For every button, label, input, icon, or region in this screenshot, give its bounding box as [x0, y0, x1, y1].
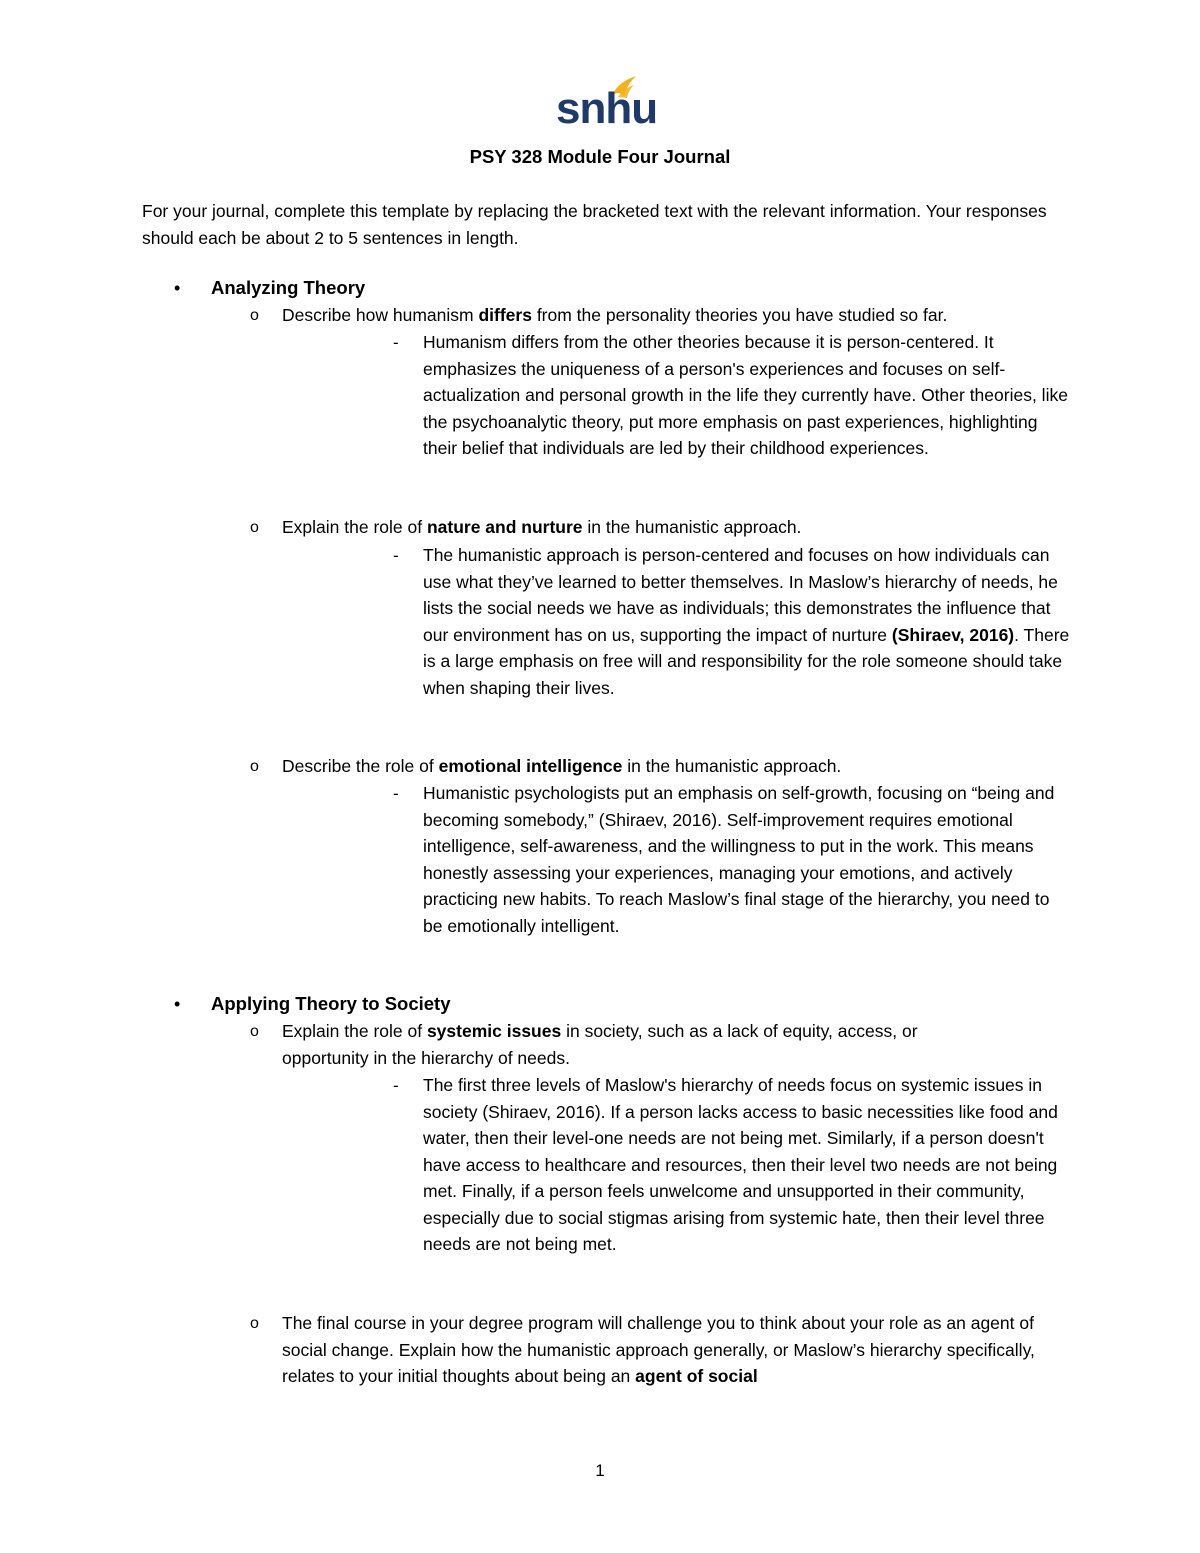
snhu-logo — [556, 74, 658, 134]
sub-bullet-marker: o — [250, 307, 259, 324]
question-agent-of-change — [282, 1310, 1067, 1390]
question-text: in society, such as a lack of equity, access, or opportunity in the hierarchy of needs. — [282, 1021, 918, 1068]
question-text: Explain the role of — [282, 1021, 427, 1041]
question-text: from the personality theories you have studied so far. — [531, 305, 948, 325]
page-number: 1 — [595, 1461, 605, 1480]
answer-emotional-intelligence: Humanistic psychologists put an emphasis on self-growth, focusing on “being and becoming somebody,” (Shiraev, 2016). Self-improvement requires emotional intelligence, self-awareness, and the willingness to put in the work. This means honestly assessing your experiences, managing your emotions, and actively practicing new habits. To reach Maslow’s final stage of the hierarchy, you need to be emotionally intelligent. — [423, 783, 1055, 936]
question-systemic-issues — [282, 1018, 1002, 1071]
answer-humanism-differs: Humanism differs from the other theories because it is person-centered. It emphasizes the uniqueness of a person's experiences and focuses on self-actualization and personal growth in the life they currently have. Other theories, like the psychoanalytic theory, put more emphasis on past experiences, highlighting their belief that individuals are led by their childhood experiences. — [423, 332, 1068, 458]
answer-text: . There is a large emphasis on free will and responsibility for the role someone should take when shaping their lives. — [423, 624, 1070, 698]
answer-systemic-issues: The first three levels of Maslow's hierarchy of needs focus on systemic issues in society (Shiraev, 2016). If a person lacks access to basic necessities like food and water, then their level-one needs are not being met. Similarly, if a person doesn't have access to healthcare and resources, then their level two needs are not being met. Finally, if a person feels unwelcome and unsupported in their community, especially due to social stigmas arising from systemic hate, then their level three needs are not being met. — [423, 1075, 1058, 1254]
sub-bullet-marker: o — [250, 519, 259, 536]
section-heading-analyzing: Analyzing Theory — [211, 277, 366, 298]
page-title: PSY 328 Module Four Journal — [469, 146, 731, 167]
question-keyword: nature and nurture — [426, 517, 583, 537]
bullet-marker: • — [174, 278, 181, 298]
sub-bullet-marker: o — [250, 1315, 259, 1332]
question-keyword: agent of social — [635, 1366, 758, 1386]
answer-citation: (Shiraev, 2016) — [891, 624, 1015, 645]
dash-marker: - — [393, 546, 399, 565]
question-text: The final course in your degree program will challenge you to think about your role as an agent of social change. Explain how the humanistic approach generally, or Maslow’s hierarchy specifically, relates to your initial thoughts about being an — [282, 1313, 1035, 1386]
dash-marker: - — [393, 784, 399, 803]
section-heading-applying: Applying Theory to Society — [211, 993, 451, 1014]
question-text: Describe the role of — [282, 756, 439, 776]
sub-bullet-marker: o — [250, 758, 259, 775]
answer-text: The humanistic approach is person-centered and focuses on how individuals can use what they’ve learned to better themselves. In Maslow’s hierarchy of needs, he lists the social needs we have as individuals; this demonstrates the influence that our environment has on us, supporting the impact of nurture — [423, 545, 1058, 645]
answer-nature-nurture — [423, 542, 1073, 701]
question-emotional-intelligence — [282, 753, 1072, 780]
sub-bullet-marker: o — [250, 1023, 259, 1040]
question-keyword: differs — [478, 305, 532, 325]
intro-paragraph: For your journal, complete this template by replacing the bracketed text with the relevant information. Your responses should each be about 2 to 5 sentences in length. — [142, 201, 1047, 248]
question-text: in the humanistic approach. — [622, 756, 842, 776]
bullet-marker: • — [174, 994, 181, 1014]
question-text: Explain the role of — [282, 517, 427, 537]
question-text: in the humanistic approach. — [582, 517, 802, 537]
question-keyword: emotional intelligence — [438, 756, 623, 776]
question-humanism-differs — [282, 302, 1072, 329]
question-keyword: systemic issues — [426, 1021, 562, 1041]
question-text: Describe how humanism — [282, 305, 479, 325]
logo-wordmark: snhu — [556, 84, 658, 133]
dash-marker: - — [393, 333, 399, 352]
dash-marker: - — [393, 1076, 399, 1095]
question-nature-nurture — [282, 514, 1072, 541]
